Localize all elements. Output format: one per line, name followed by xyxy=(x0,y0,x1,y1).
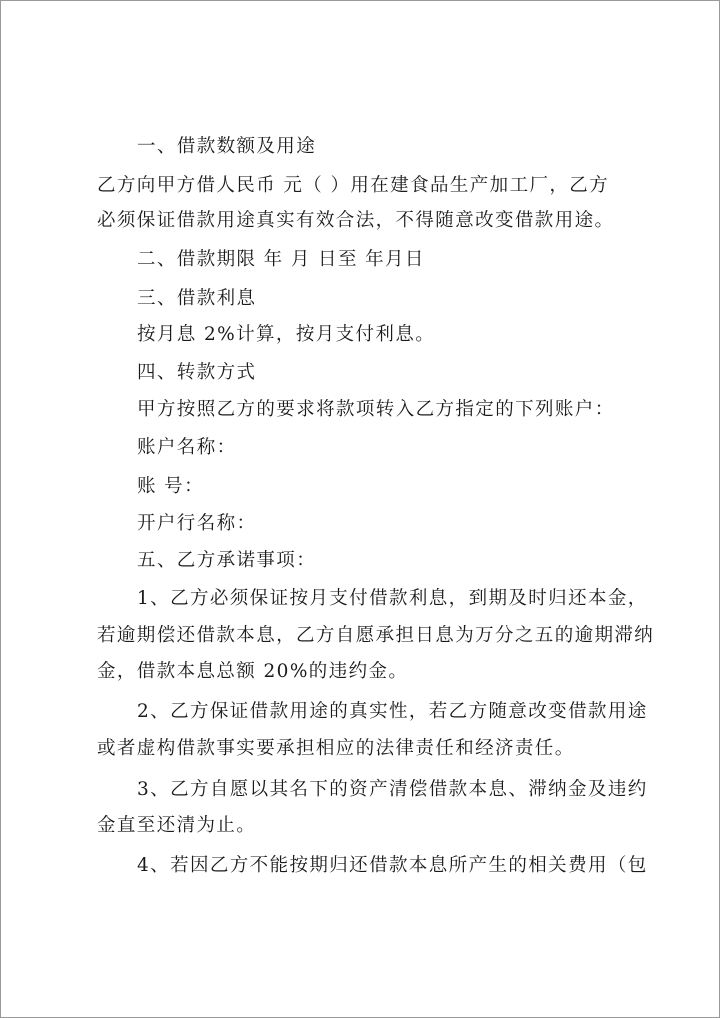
paragraph-line: 4、若因乙方不能按期归还借款本息所产生的相关费用（包 xyxy=(137,855,648,876)
paragraph-line: 2、乙方保证借款用途的真实性，若乙方随意改变借款用途 xyxy=(137,701,648,722)
paragraph-line: 甲方按照乙方的要求将款项转入乙方指定的下列账户： xyxy=(137,399,615,420)
paragraph-line: 金直至还清为止。 xyxy=(97,815,257,836)
section-heading-loan-term: 二、借款期限 年 月 日至 年月日 xyxy=(137,249,425,270)
field-account-name: 账户名称： xyxy=(137,437,237,458)
field-account-number: 账 号： xyxy=(137,476,204,497)
field-bank-name: 开户行名称： xyxy=(137,513,257,534)
section-heading-transfer: 四、转款方式 xyxy=(137,362,257,383)
section-heading-interest: 三、借款利息 xyxy=(137,288,257,309)
paragraph-line: 或者虚构借款事实要承担相应的法律责任和经济责任。 xyxy=(97,738,575,759)
section-heading-commitments: 五、乙方承诺事项： xyxy=(137,550,317,571)
paragraph-line: 3、乙方自愿以其名下的资产清偿借款本息、滞纳金及违约 xyxy=(137,779,648,800)
paragraph-line: 乙方向甲方借人民币 元（ ）用在建食品生产加工厂，乙方 xyxy=(97,175,610,196)
paragraph-line: 必须保证借款用途真实有效合法，不得随意改变借款用途。 xyxy=(97,210,615,231)
section-heading-loan-amount: 一、借款数额及用途 xyxy=(137,136,317,157)
paragraph-line: 若逾期偿还借款本息，乙方自愿承担日息为万分之五的逾期滞纳 xyxy=(97,625,655,646)
paragraph-line: 金，借款本息总额 20%的违约金。 xyxy=(97,661,409,682)
paragraph-line: 1、乙方必须保证按月支付借款利息，到期及时归还本金， xyxy=(137,588,648,609)
paragraph-line: 按月息 2%计算，按月支付利息。 xyxy=(137,324,436,345)
